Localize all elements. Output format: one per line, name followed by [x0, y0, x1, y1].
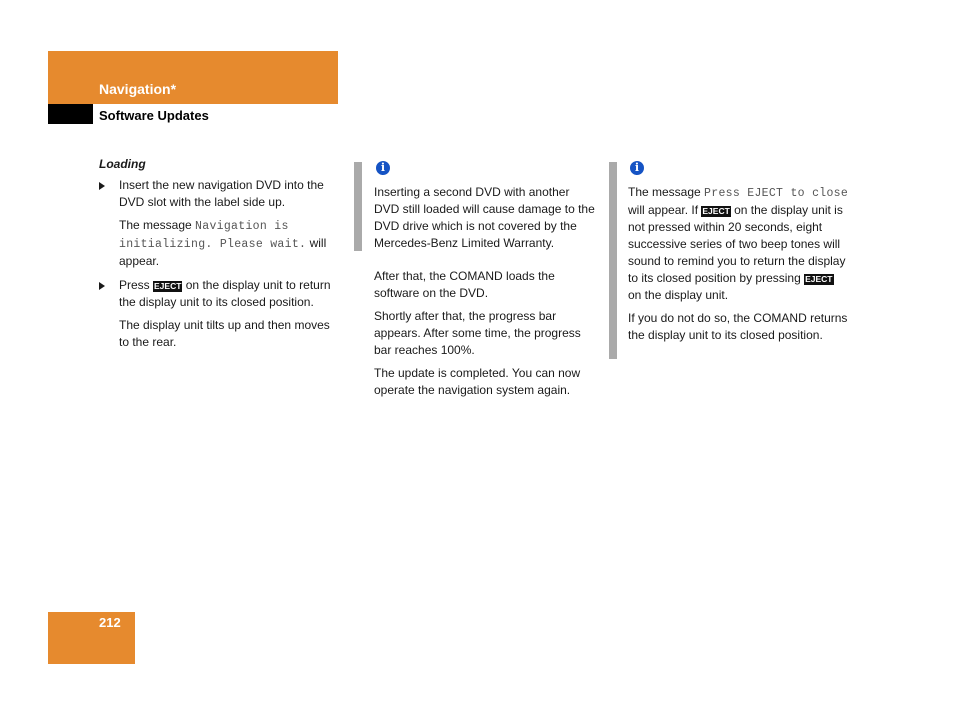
result-text: The display unit tilts up and then moves to the rear. [119, 318, 330, 349]
column-loading [99, 156, 339, 358]
column-info-warranty [374, 156, 596, 405]
eject-message-note [628, 184, 850, 304]
step-text: Insert the new navigation DVD into the DVD slot with the label side up. [119, 178, 324, 209]
message-prefix: The message [119, 218, 196, 232]
bullet-triangle-icon [99, 182, 105, 190]
page-number: 212 [99, 615, 121, 630]
eject-key-icon: EJECT [805, 274, 833, 284]
note-text: will appear. If [628, 203, 702, 217]
loads-software-text: After that, the COMAND loads the software on the DVD. [374, 269, 555, 300]
column-info-eject [628, 156, 850, 350]
chapter-title: Navigation* [99, 81, 177, 97]
note-text: The message [628, 185, 705, 199]
auto-close-text: If you do not do so, the COMAND returns the display unit to its closed position. [628, 311, 848, 342]
eject-key-icon: EJECT [702, 206, 730, 216]
message-suffix: will appear. [119, 236, 327, 268]
message-note [99, 217, 339, 270]
warranty-note: Inserting a second DVD with another DVD still loaded will cause damage to the DVD drive which is not covered by the Mercedes-Benz Limited Warranty. [374, 185, 595, 250]
subheading-loading: Loading [99, 157, 146, 171]
section-title: Software Updates [99, 108, 209, 123]
step-prefix: Press [119, 278, 154, 292]
info-bar [609, 162, 617, 359]
info-bar [354, 162, 362, 251]
progress-bar-text: Shortly after that, the progress bar appears. After some time, the progress bar reaches 100%. [374, 309, 581, 357]
bullet-triangle-icon [99, 282, 105, 290]
message-code: Press EJECT to close [704, 187, 849, 200]
header-bar [48, 51, 338, 104]
message-code: Navigation is initializing. Please wait. [119, 220, 307, 251]
section-marker [48, 104, 93, 124]
page-number-box [48, 612, 135, 664]
note-text: on the display unit is not pressed within 20 seconds, eight successive series of two beep tones will sound to remind you to return the display to its closed position by pressing [628, 203, 846, 285]
eject-key-icon: EJECT [154, 281, 182, 291]
step-insert-dvd [99, 177, 339, 211]
step-suffix: on the display unit to return the display unit to its closed position. [119, 278, 331, 309]
note-text: on the display unit. [628, 288, 729, 302]
info-icon: i [630, 161, 644, 175]
step-press-eject [99, 277, 339, 311]
update-complete-text: The update is completed. You can now operate the navigation system again. [374, 366, 581, 397]
info-icon: i [376, 161, 390, 175]
